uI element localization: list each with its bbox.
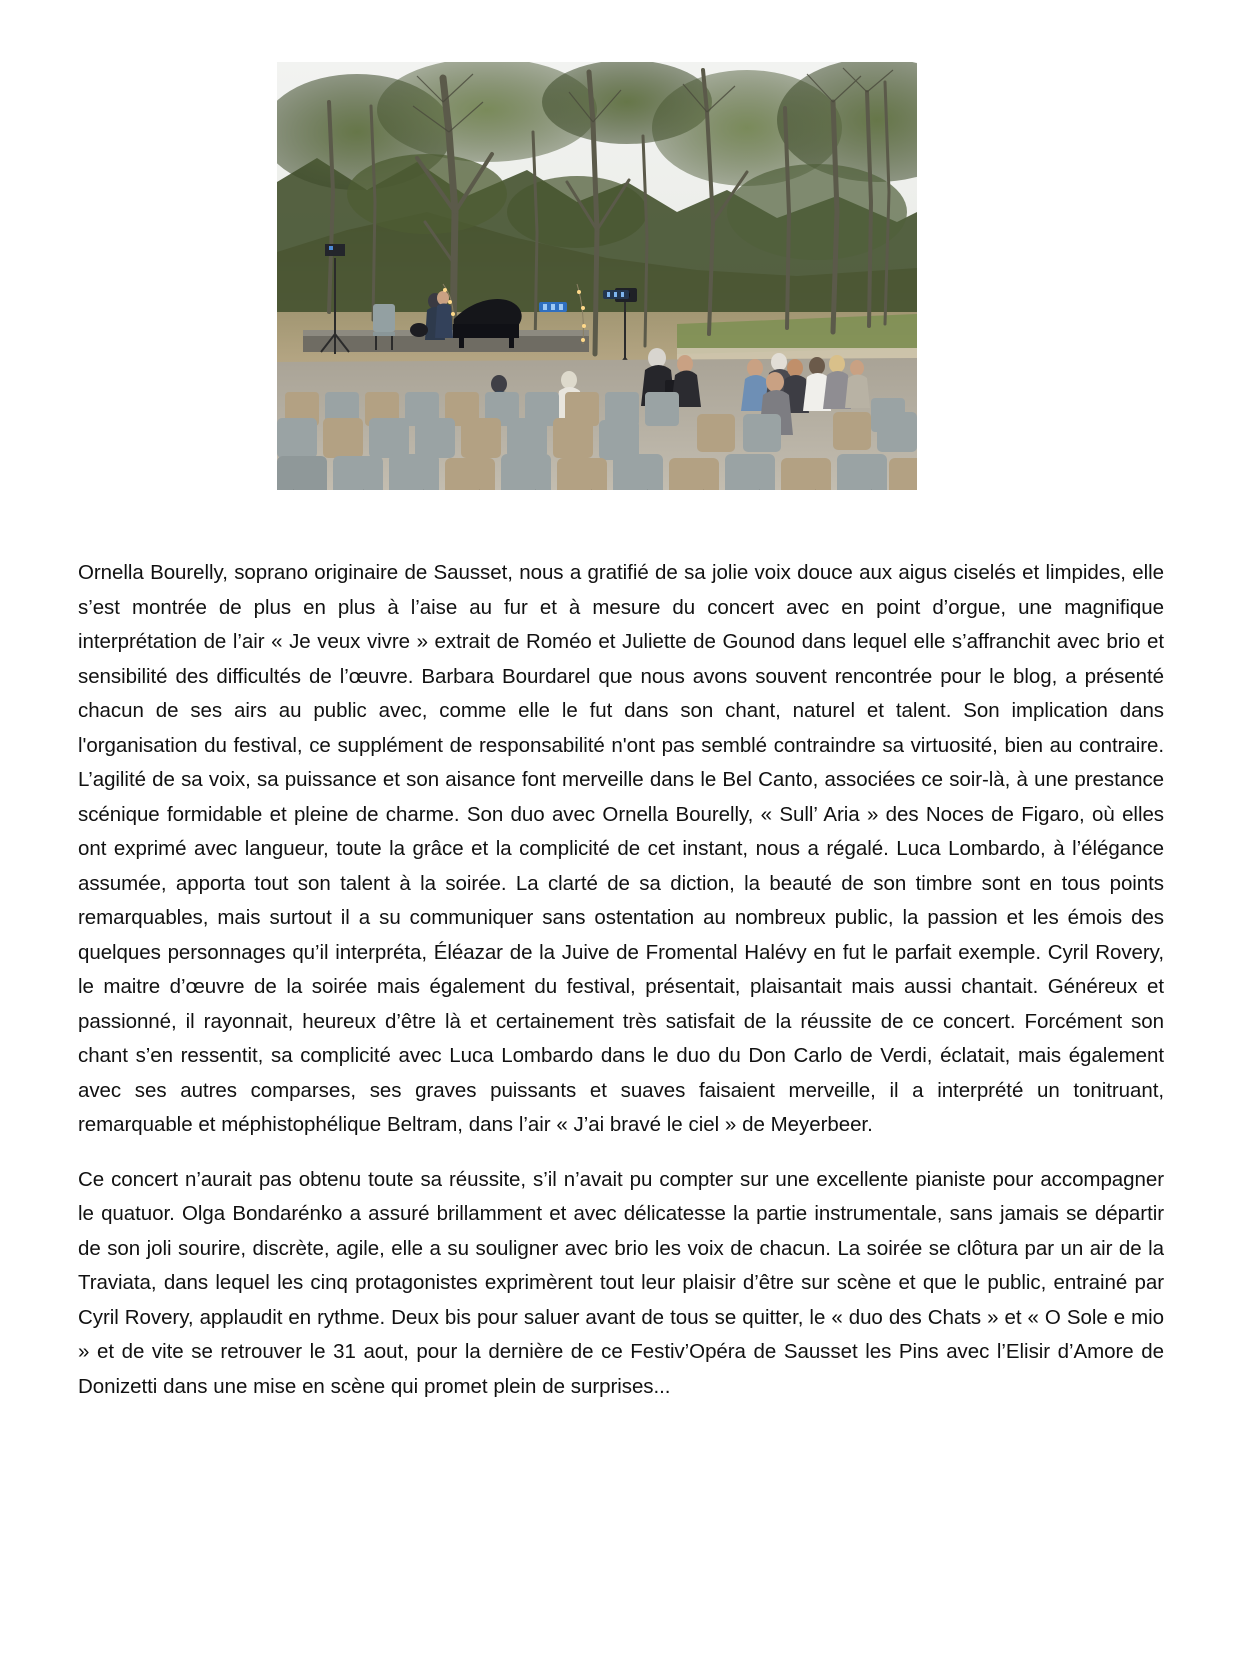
article-body [78, 556, 1164, 1404]
tree-canopy [727, 164, 907, 260]
concert-photo-image [277, 62, 917, 490]
concert-photo [277, 62, 917, 490]
article-paragraph-2: Ce concert n’aurait pas obtenu toute sa réussite, s’il n’avait pu compter sur une excellente pianiste pour accompagner le quatuor. Olga Bondarénko a assuré brillamment et avec délicatesse la partie instrumentale, sans jamais se départir de son joli sourire, discrète, agile, elle a su souligner avec brio les voix de chacun. La soirée se clôtura par un air de la Traviata, dans lequel les cinq protagonistes exprimèrent tout leur plaisir d’être sur scène et que le public, entrainé par Cyril Rovery, applaudit en rythme. Deux bis pour saluer avant de tous se quitter, le « duo des Chats » et « O Sole e mio » et de vite se retrouver le 31 aout, pour la dernière de ce Festiv’Opéra de Sausset les Pins avec l’Elisir d’Amore de Donizetti dans une mise en scène qui promet plein de surprises... [78, 1167, 1164, 1398]
article-paragraph-1: Ornella Bourelly, soprano originaire de Sausset, nous a gratifié de sa jolie voix douce aux aigus ciselés et limpides, elle s’est montrée de plus en plus à l’aise au fur et à mesure du concert avec en point d’orgue, une magnifique interprétation de l’air « Je veux vivre » extrait de Roméo et Juliette de Gounod dans lequel elle s’affranchit avec brio et sensibilité des difficultés de l’œuvre. Barbara Bourdarel que nous avons souvent rencontrée pour le blog, a présenté chacun de ses airs au public avec, comme elle le fut dans son chant, naturel et talent. Son implication dans l'organisation du festival, ce supplément de responsabilité n'ont pas semblé contraindre sa virtuosité, bien au contraire. L’agilité de sa voix, sa puissance et son aisance font merveille dans le Bel Canto, associées ce soir-là, à une prestance scénique formidable et pleine de charme. Son duo avec Ornella Bourelly, « Sull’ Aria » des Noces de Figaro, où elles ont exprimé avec langueur, toute la grâce et la complicité de cet instant, nous a régalé. Luca Lombardo, à l’élégance assumée, apporta tout son talent à la soirée. La clarté de sa diction, la beauté de son timbre sont en tous points remarquables, mais surtout il a su communiquer sans ostentation au nombreux public, la passion et les émois des quelques personnages qu’il interpréta, Éléazar de la Juive de Fromental Halévy en fut le parfait exemple. Cyril Rovery, le maitre d’œuvre de la soirée mais également du festival, présentait, plaisantait mais aussi chantait. Généreux et passionné, il rayonnait, heureux d’être là et certainement très satisfait de la réussite de ce concert. Forcément son chant s’en ressentit, sa complicité avec Luca Lombardo dans le duo du Don Carlo de Verdi, éclatait, mais également avec ses autres comparses, ses graves puissants et suaves faisaient merveille, il a interprété un tonitruant, remarquable et méphistophélique Beltram, dans l’air « J’ai bravé le ciel » de Meyerbeer. [78, 561, 1164, 1136]
